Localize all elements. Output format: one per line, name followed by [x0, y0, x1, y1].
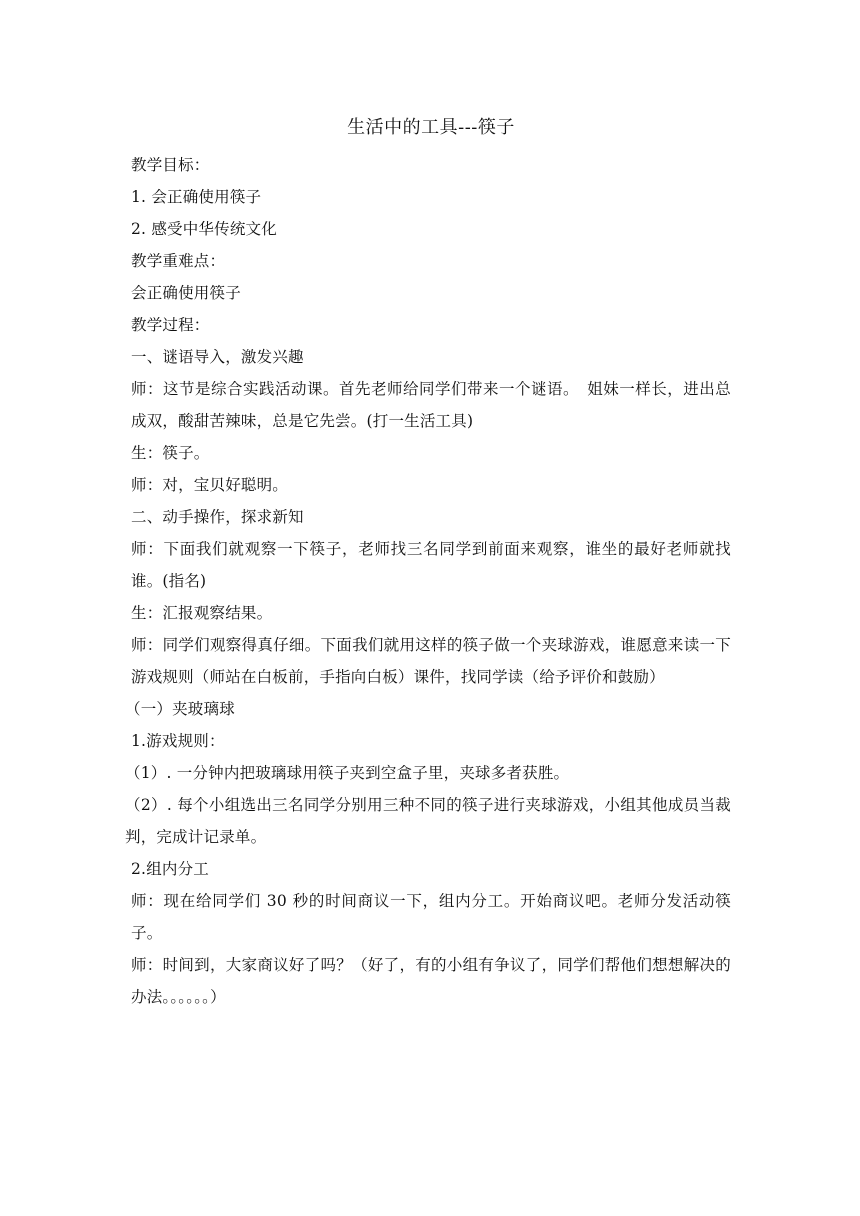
paragraph-game-intro: 师：同学们观察得真仔细。下面我们就用这样的筷子做一个夹球游戏，谁愿意来读一下游戏规则（师站在白板前，手指向白板）课件，找同学读（给予评价和鼓励）	[131, 636, 731, 686]
paragraph-teacher-praise: 师：对，宝贝好聪明。	[131, 476, 289, 494]
paragraph-division-heading: 2.组内分工	[131, 860, 209, 878]
paragraph-key-points-heading: 教学重难点：	[131, 252, 226, 270]
paragraph-process-heading: 教学过程：	[131, 316, 210, 334]
paragraph-riddle: 师：这节是综合实践活动课。首先老师给同学们带来一个谜语。 姐妹一样长，进出总成双，酸甜苦辣味，总是它先尝。(打一生活工具)	[131, 380, 731, 430]
paragraph-rule-2: （2）. 每个小组选出三名同学分别用三种不同的筷子进行夹球游戏，小组其他成员当裁判，完成计记录单。	[125, 796, 731, 846]
paragraph-rules-heading: 1.游戏规则：	[131, 732, 225, 750]
paragraph-report: 生：汇报观察结果。	[131, 604, 273, 622]
paragraph-key-point: 会正确使用筷子	[131, 284, 241, 302]
paragraph-discussion: 师：现在给同学们 30 秒的时间商议一下，组内分工。开始商议吧。老师分发活动筷子。	[131, 892, 731, 942]
document-title: 生活中的工具---筷子	[347, 117, 515, 138]
paragraph-goal-2: 2. 感受中华传统文化	[131, 220, 277, 238]
paragraph-goal-1: 1. 会正确使用筷子	[131, 188, 262, 206]
paragraph-subsection-1: （一）夹玻璃球	[125, 700, 235, 718]
paragraph-observe: 师：下面我们就观察一下筷子，老师找三名同学到前面来观察，谁坐的最好老师就找谁。(指名)	[131, 540, 731, 590]
paragraph-time-up: 师：时间到，大家商议好了吗？（好了，有的小组有争议了，同学们帮他们想想解决的办法。。。。。。）	[131, 956, 731, 1006]
document-page	[125, 113, 731, 1013]
paragraph-student-answer: 生：筷子。	[131, 444, 210, 462]
paragraph-rule-1: （1）. 一分钟内把玻璃球用筷子夹到空盒子里，夹球多者获胜。	[125, 764, 570, 782]
paragraph-teaching-goals-heading: 教学目标：	[131, 156, 210, 174]
paragraph-section-2-heading: 二、动手操作，探求新知	[131, 508, 304, 526]
paragraph-section-1-heading: 一、谜语导入，激发兴趣	[131, 348, 304, 366]
